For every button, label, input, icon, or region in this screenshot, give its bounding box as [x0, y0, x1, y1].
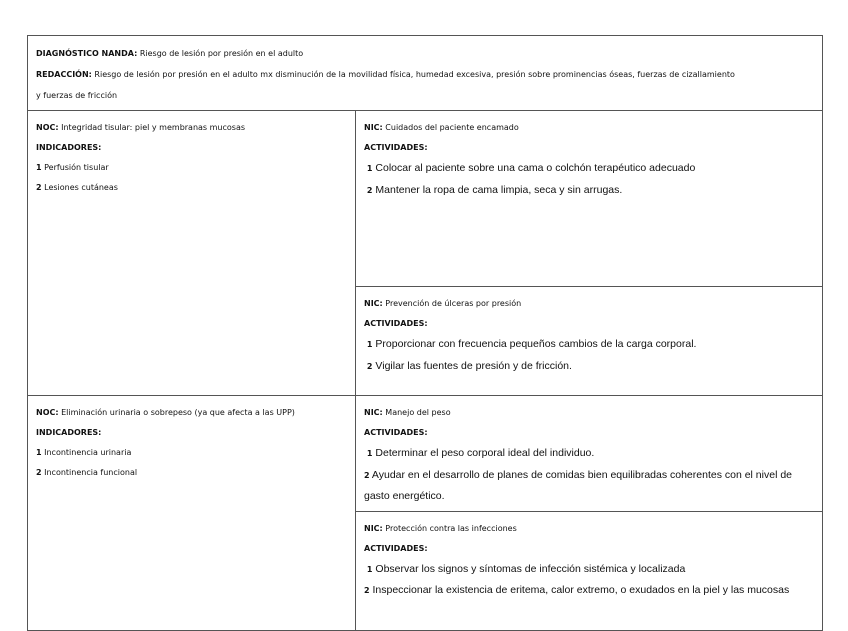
- indicador-item: 1 Perfusión tisular: [36, 163, 109, 172]
- redaccion-label: REDACCIÓN:: [36, 70, 92, 79]
- diagnostico-line: [36, 43, 814, 64]
- indicador-item: 2 Lesiones cutáneas: [36, 183, 118, 192]
- noc-nic-row-1: [28, 111, 823, 287]
- redaccion-continuation: y fuerzas de fricción: [36, 91, 118, 100]
- nic-title-line: [364, 403, 814, 423]
- actividades-label: ACTIVIDADES:: [364, 428, 428, 437]
- actividades-label: ACTIVIDADES:: [364, 319, 428, 328]
- noc-nic-row-2: [28, 396, 823, 512]
- actividades-label: ACTIVIDADES:: [364, 143, 428, 152]
- actividades-label: ACTIVIDADES:: [364, 543, 428, 553]
- noc-cell-1: [28, 111, 356, 396]
- noc-title-line: [36, 403, 347, 423]
- nic-cell-1b: [356, 287, 823, 396]
- nic-title-line: [364, 294, 814, 314]
- noc-title-line: [36, 118, 347, 138]
- noc-title: Integridad tisular: piel y membranas mucosas: [61, 123, 246, 132]
- actividad-item: 2 Ayudar en el desarrollo de planes de comidas bien equilibradas coherentes con el nivel de gasto energético.: [364, 468, 792, 502]
- care-plan-table: [27, 35, 823, 631]
- indicadores-label: INDICADORES:: [36, 143, 102, 152]
- nic-title: Prevención de úlceras por presión: [385, 299, 522, 308]
- noc-label: NOC:: [36, 408, 59, 417]
- actividad-item: 1 Colocar al paciente sobre una cama o colchón terapéutico adecuado: [366, 162, 696, 174]
- nic-title: Cuidados del paciente encamado: [385, 123, 519, 132]
- nic-title: Protección contra las infecciones: [385, 523, 517, 533]
- nic-cell-1a: [356, 111, 823, 287]
- diagnosis-row: [28, 36, 823, 111]
- nic-title: Manejo del peso: [385, 408, 451, 417]
- nic-cell-2a: [356, 396, 823, 512]
- actividad-item: 2 Vigilar las fuentes de presión y de fricción.: [366, 359, 572, 372]
- actividad-item: 2 Mantener la ropa de cama limpia, seca y sin arrugas.: [366, 183, 623, 196]
- actividad-item: 1 Observar los signos y síntomas de infección sistémica y localizada: [366, 562, 686, 575]
- noc-cell-2: [28, 396, 356, 631]
- nic-title-line: [364, 519, 814, 539]
- indicador-item: 2 Incontinencia funcional: [36, 468, 138, 477]
- nic-title-line: [364, 118, 814, 138]
- actividad-item: 1 Determinar el peso corporal ideal del individuo.: [366, 447, 595, 459]
- diagnostico-text: Riesgo de lesión por presión en el adulto: [139, 49, 304, 58]
- indicador-item: 1 Incontinencia urinaria: [36, 448, 132, 457]
- nic-label: NIC:: [364, 523, 383, 533]
- nic-label: NIC:: [364, 299, 383, 308]
- indicadores-label: INDICADORES:: [36, 428, 102, 437]
- diagnosis-cell: [28, 36, 823, 111]
- nic-label: NIC:: [364, 123, 383, 132]
- nic-label: NIC:: [364, 408, 383, 417]
- redaccion-line: [36, 64, 814, 85]
- redaccion-text: Riesgo de lesión por presión en el adulto mx disminución de la movilidad física, humedad excesiva, presión sobre prominencias óseas, fuerzas de cizallamiento: [94, 70, 735, 79]
- actividad-item: 2 Inspeccionar la existencia de eritema, calor extremo, o exudados en la piel y las mucosas: [364, 584, 790, 596]
- actividad-item: 1 Proporcionar con frecuencia pequeños cambios de la carga corporal.: [366, 338, 697, 350]
- nic-cell-2b: [356, 511, 823, 630]
- diagnostico-label: DIAGNÓSTICO NANDA:: [36, 49, 138, 58]
- noc-label: NOC:: [36, 123, 59, 132]
- noc-title: Eliminación urinaria o sobrepeso (ya que afecta a las UPP): [61, 408, 295, 417]
